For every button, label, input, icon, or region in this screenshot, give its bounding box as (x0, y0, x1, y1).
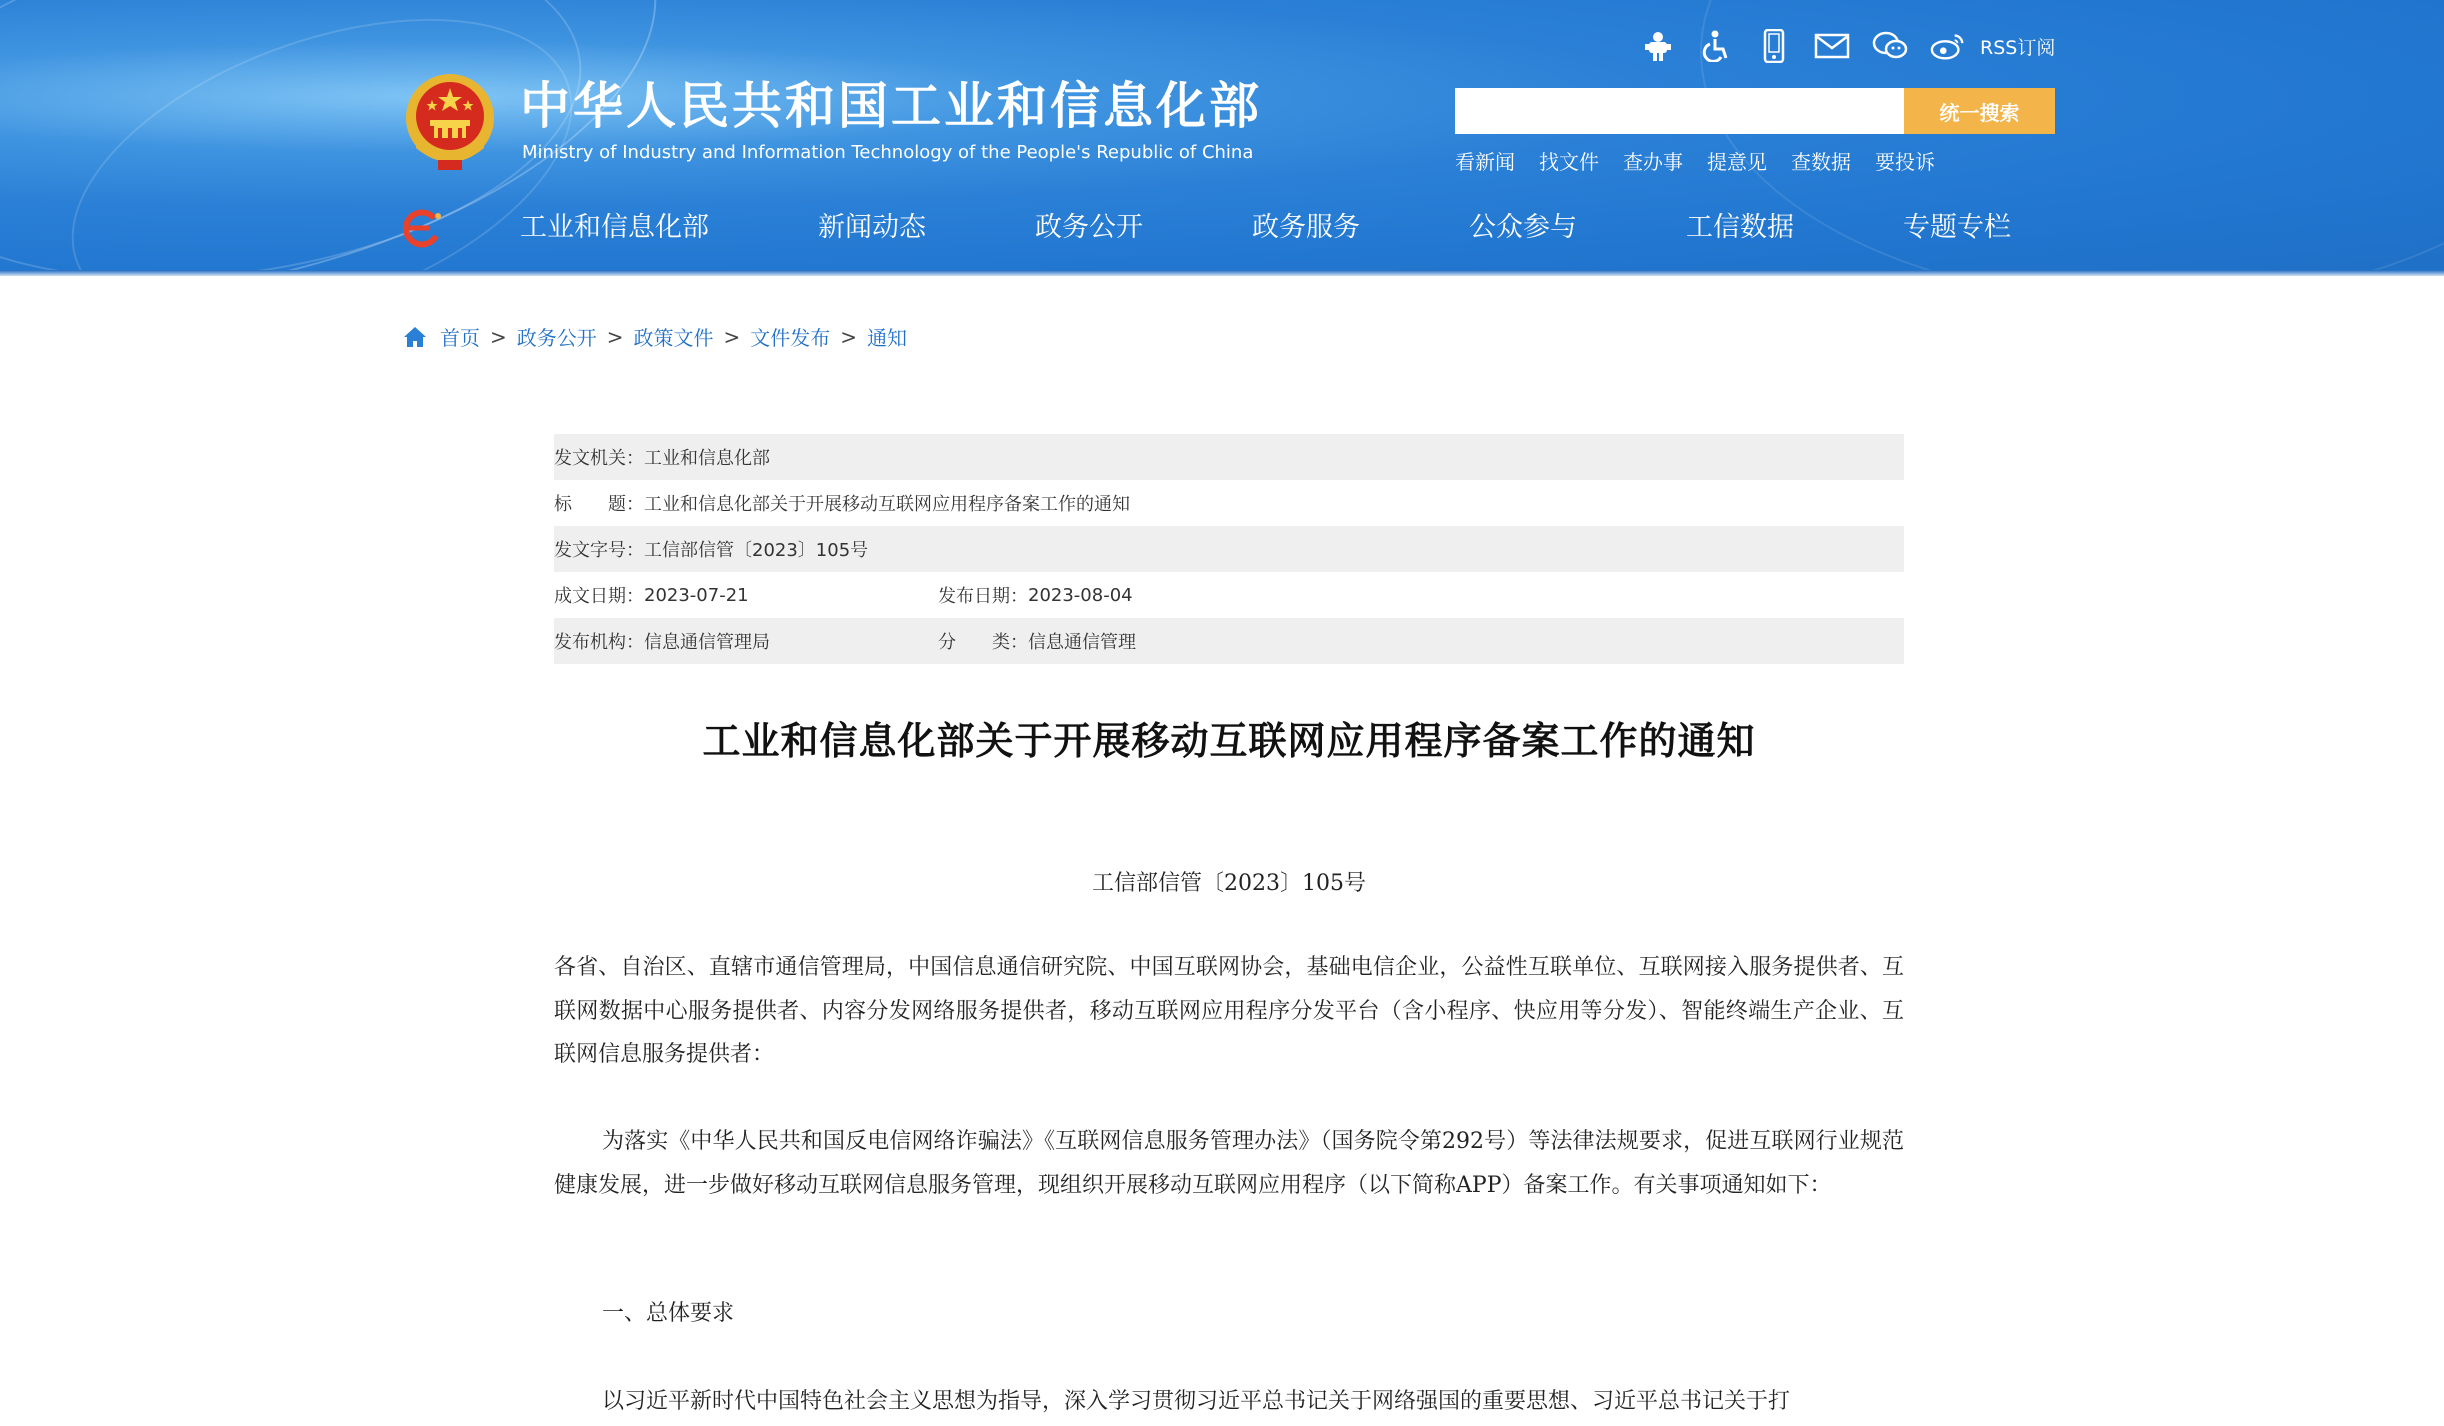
meta-row-issuer (554, 434, 1904, 480)
meta-row-title (554, 480, 1904, 526)
breadcrumb-separator: > (490, 324, 507, 349)
robot-icon[interactable] (1640, 28, 1676, 64)
nav-item-public-participation[interactable]: 公众参与 (1469, 212, 1577, 243)
article-paragraph-requirements: 以习近平新时代中国特色社会主义思想为指导，深入学习贯彻习近平总书记关于网络强国的重要思想、习近平总书记关于打 (602, 1389, 1791, 1414)
quick-link-services[interactable]: 查办事 (1623, 150, 1683, 174)
mobile-icon[interactable] (1756, 28, 1792, 64)
breadcrumb-file-release[interactable]: 文件发布 (750, 326, 831, 350)
quick-link-news[interactable]: 看新闻 (1455, 150, 1515, 174)
meta-written-label: 成文日期： (554, 586, 644, 607)
home-icon[interactable] (402, 324, 428, 350)
site-subtitle: Ministry of Industry and Information Technology of the People's Republic of China (522, 142, 1254, 163)
breadcrumb-separator: > (840, 324, 858, 349)
weibo-icon[interactable] (1930, 28, 1966, 64)
nav-item-ministry[interactable]: 工业和信息化部 (520, 212, 709, 243)
site-header (0, 0, 2444, 276)
document-metadata (554, 434, 1904, 664)
meta-published-value: 2023-08-04 (1028, 584, 1133, 606)
quick-link-complaint[interactable]: 要投诉 (1875, 150, 1935, 174)
article-paragraph-intro: 为落实《中华人民共和国反电信网络诈骗法》《互联网信息服务管理办法》（国务院令第292号）等法律法规要求，促进互联网行业规范健康发展，进一步做好移动互联网信息服务管理，现组织开展移动互联网应用程序（以下简称APP）备案工作。有关事项通知如下： (554, 1129, 1904, 1198)
nav-item-special-topics[interactable]: 专题专栏 (1903, 212, 2011, 243)
mail-icon[interactable] (1814, 28, 1850, 64)
quick-link-feedback[interactable]: 提意见 (1707, 150, 1767, 174)
accessibility-icon[interactable] (1698, 28, 1734, 64)
quick-link-data[interactable]: 查数据 (1791, 150, 1851, 174)
nav-item-data[interactable]: 工信数据 (1686, 212, 1794, 243)
breadcrumb-separator: > (606, 324, 624, 349)
site-title[interactable]: 中华人民共和国工业和信息化部 (520, 77, 1262, 135)
article-section-heading: 一、总体要求 (602, 1301, 735, 1326)
meta-title-value: 工业和信息化部关于开展移动互联网应用程序备案工作的通知 (644, 494, 1130, 515)
nav-item-gov-affairs[interactable]: 政务公开 (1035, 212, 1143, 243)
nav-item-news[interactable]: 新闻动态 (818, 212, 926, 243)
quick-link-documents[interactable]: 找文件 (1539, 150, 1599, 174)
meta-org-value: 信息通信管理局 (644, 632, 770, 653)
breadcrumb-home[interactable]: 首页 (440, 326, 480, 350)
article-paragraph-addressees: 各省、自治区、直辖市通信管理局，中国信息通信研究院、中国互联网协会，基础电信企业，公益性互联单位、互联网接入服务提供者、互联网数据中心服务提供者、内容分发网络服务提供者，移动互联网应用程序分发平台（含小程序、快应用等分发）、智能终端生产企业、互联网信息服务提供者： (554, 955, 1904, 1067)
meta-published-label: 发布日期： (938, 586, 1028, 607)
meta-written-value: 2023-07-21 (644, 584, 749, 606)
wechat-icon[interactable] (1872, 28, 1908, 64)
quick-links (1455, 146, 1935, 175)
meta-category-value: 信息通信管理 (1028, 632, 1136, 653)
meta-org-label: 发布机构： (554, 632, 644, 653)
breadcrumb-separator: > (723, 324, 741, 349)
header-divider (0, 270, 2444, 276)
nav-item-gov-services[interactable]: 政务服务 (1252, 212, 1360, 243)
meta-published-date (938, 582, 1133, 608)
breadcrumb (402, 322, 907, 351)
rss-link[interactable]: RSS订阅 (1980, 36, 2056, 59)
national-emblem-icon (402, 70, 498, 176)
search-button[interactable]: 统一搜索 (1904, 88, 2055, 134)
meta-title-label: 标 题： (554, 494, 644, 515)
meta-row-org (554, 618, 1904, 664)
meta-org (554, 628, 938, 654)
search-bar (1455, 88, 2055, 134)
article-doc-number: 工信部信管〔2023〕105号 (1092, 871, 1366, 896)
breadcrumb-policy-docs[interactable]: 政策文件 (633, 326, 714, 350)
meta-issuer-label: 发文机关： (554, 448, 644, 469)
meta-row-docno (554, 526, 1904, 572)
meta-category (938, 628, 1136, 654)
main-nav (520, 206, 2011, 250)
meta-docno-label: 发文字号： (554, 540, 644, 561)
meta-written-date (554, 582, 938, 608)
meta-category-label: 分 类： (938, 632, 1028, 653)
meta-row-dates (554, 572, 1904, 618)
breadcrumb-gov-affairs[interactable]: 政务公开 (516, 326, 597, 350)
utility-icons (1640, 26, 2055, 66)
meta-issuer-value: 工业和信息化部 (644, 448, 770, 469)
e-government-logo-icon[interactable] (400, 208, 446, 248)
breadcrumb-notice[interactable]: 通知 (867, 326, 908, 350)
search-input[interactable] (1455, 88, 1904, 134)
meta-docno-value: 工信部信管〔2023〕105号 (644, 540, 869, 561)
article-title: 工业和信息化部关于开展移动互联网应用程序备案工作的通知 (702, 719, 1756, 763)
